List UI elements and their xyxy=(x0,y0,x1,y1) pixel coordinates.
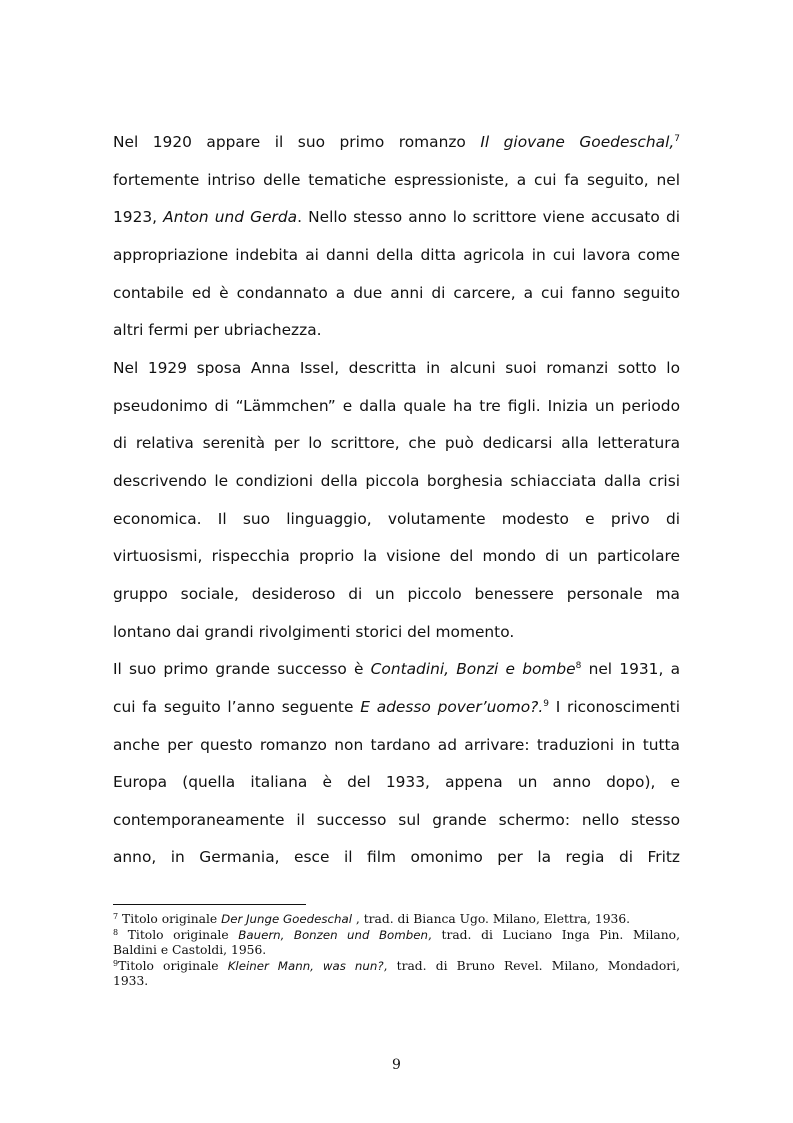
p3-line-6: anno, in Germania, esce il film omonimo per la regia di Fritz xyxy=(113,848,680,867)
text-run: I riconoscimenti xyxy=(548,697,680,716)
p2-line-2: pseudonimo di “Lämmchen” e dalla quale ha tre figli. Inizia un periodo xyxy=(113,396,680,415)
p1-line-6: altri fermi per ubriachezza. xyxy=(113,321,322,340)
footnote-number: 7 xyxy=(113,912,119,921)
p1-line-2: fortemente intriso delle tematiche espressioniste, a cui fa seguito, nel xyxy=(113,170,680,189)
footnote-separator xyxy=(113,904,306,905)
book-title: Anton und Gerda xyxy=(163,208,298,227)
text-run: Titolo originale xyxy=(118,912,222,926)
footnote-ref-7[interactable]: 7 xyxy=(674,134,680,144)
book-title: Il giovane Goedeschal, xyxy=(480,133,675,151)
page-number: 9 xyxy=(392,1057,401,1073)
p3-line-1 xyxy=(113,651,680,689)
p1-line-1 xyxy=(113,124,680,162)
text-run: Titolo originale xyxy=(118,958,228,973)
footnote-ref-8[interactable]: 8 xyxy=(575,661,582,672)
p2-line-4: descrivendo le condizioni della piccola borghesia schiacciata dalla crisi xyxy=(113,471,680,490)
p2-line-6: virtuosismi, rispecchia proprio la visione del mondo di un particolare xyxy=(113,547,680,566)
original-title: Der Junge Goedeschal xyxy=(221,912,352,926)
book-title: Contadini, Bonzi e bombe xyxy=(370,660,576,679)
p1-line-3 xyxy=(113,199,680,237)
p3-line-5: contemporaneamente il successo sul grande schermo: nello stesso xyxy=(113,810,680,829)
p2-line-7: gruppo sociale, desideroso di un piccolo benessere personale ma xyxy=(113,584,680,603)
p2-line-5: economica. Il suo linguaggio, volutamente modesto e privo di xyxy=(113,509,680,528)
original-title: Kleiner Mann, was nun? xyxy=(227,958,384,973)
original-title: Bauern, Bonzen und Bomben xyxy=(238,927,428,942)
footnote-9 xyxy=(113,959,680,975)
footnotes xyxy=(113,912,680,990)
footnote-7 xyxy=(113,912,680,928)
p2-line-8: lontano dai grandi rivolgimenti storici del momento. xyxy=(113,622,515,641)
p2-line-1: Nel 1929 sposa Anna Issel, descritta in alcuni suoi romanzi sotto lo xyxy=(113,358,680,377)
p3-line-3: anche per questo romanzo non tardano ad arrivare: traduzioni in tutta xyxy=(113,735,680,754)
text-run: Il suo primo grande successo è xyxy=(113,660,371,679)
p1-line-5: contabile ed è condannato a due anni di carcere, a cui fanno seguito xyxy=(113,283,680,302)
footnote-8-cont: Baldini e Castoldi, 1956. xyxy=(113,943,267,958)
p3-line-2 xyxy=(113,689,680,727)
footnote-number: 8 xyxy=(113,927,119,937)
p3-line-4: Europa (quella italiana è del 1933, appena un anno dopo), e xyxy=(113,773,680,792)
text-run: , trad. di Bruno Revel. Milano, Mondadori, xyxy=(383,958,680,973)
text-run: Titolo originale xyxy=(118,927,239,942)
book-title: E adesso pover’uomo?. xyxy=(360,697,544,716)
p2-line-3: di relativa serenità per lo scrittore, che può dedicarsi alla letteratura xyxy=(113,434,680,453)
text-run: Nel 1920 appare il suo primo romanzo xyxy=(113,133,481,151)
text-run: nel 1931, a xyxy=(581,660,681,679)
footnote-9-cont: 1933. xyxy=(113,974,149,989)
p1-line-4: appropriazione indebita ai danni della ditta agricola in cui lavora come xyxy=(113,245,680,264)
text-run: , trad. di Luciano Inga Pin. Milano, xyxy=(427,927,680,942)
text-run: . Nello stesso anno lo scrittore viene accusato di xyxy=(297,208,680,227)
text-run: 1923, xyxy=(113,208,164,227)
body-text xyxy=(113,124,680,877)
text-run: , trad. di Bianca Ugo. Milano, Elettra, 1936. xyxy=(351,912,631,926)
footnote-number: 9 xyxy=(113,958,119,968)
footnote-8 xyxy=(113,928,680,944)
text-run: cui fa seguito l’anno seguente xyxy=(113,697,361,716)
footnote-ref-9[interactable]: 9 xyxy=(543,698,549,709)
